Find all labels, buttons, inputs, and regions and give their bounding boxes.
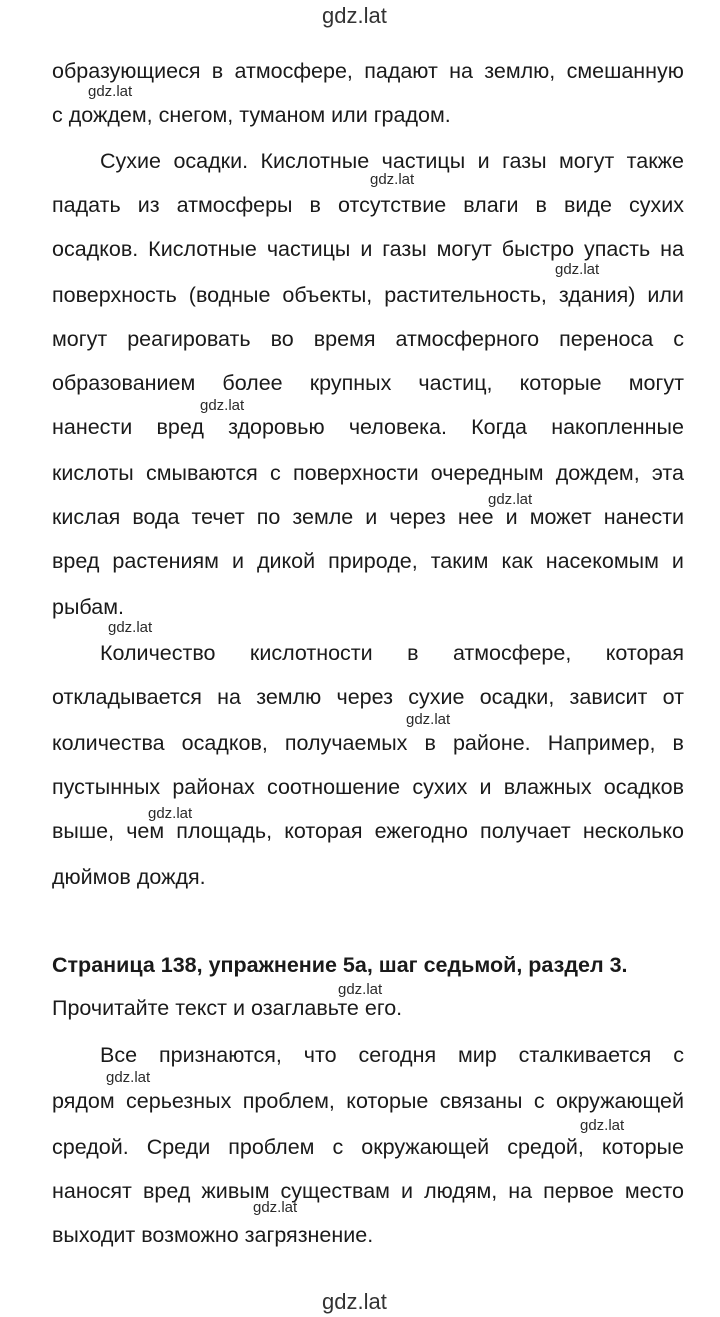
inline-watermark: gdz.lat [108,619,153,636]
inline-watermark: gdz.lat [106,1069,151,1086]
inline-watermark: gdz.lat [253,1199,298,1216]
text-line: кислая вода течет по земле и через нее и может нанести [52,505,684,529]
text-line: образованием более крупных частиц, которые могут [52,371,684,395]
text-line: выходит возможно загрязнение. [52,1223,374,1247]
inline-watermark: gdz.lat [88,83,133,100]
inline-watermark: gdz.lat [200,397,245,414]
inline-watermark: gdz.lat [555,261,600,278]
text-line: количества осадков, получаемых в районе. Например, в [52,731,684,755]
text-line: выше, чем площадь, которая ежегодно получает несколько [52,819,684,843]
footer-watermark: gdz.lat [322,1289,387,1314]
text-line: могут реагировать во время атмосферного переноса с [52,327,684,351]
text-line: средой. Среди проблем с окружающей средой, которые [52,1135,684,1159]
text-line: образующиеся в атмосфере, падают на землю, смешанную [52,59,684,83]
text-line: с дождем, снегом, туманом или градом. [52,103,451,127]
text-line: поверхность (водные объекты, растительность, здания) или [52,283,684,307]
text-line: Сухие осадки. Кислотные частицы и газы могут также [100,149,684,173]
exercise-heading: Страница 138, упражнение 5а, шаг седьмой, раздел 3. [52,953,628,977]
text-line: откладывается на землю через сухие осадки, зависит от [52,685,684,709]
inline-watermark: gdz.lat [580,1117,625,1134]
text-line: падать из атмосферы в отсутствие влаги в виде сухих [52,193,684,217]
text-line: нанести вред здоровью человека. Когда накопленные [52,415,684,439]
inline-watermark: gdz.lat [370,171,415,188]
inline-watermark: gdz.lat [406,711,451,728]
text-line: рядом серьезных проблем, которые связаны с окружающей [52,1089,684,1113]
text-line: Все признаются, что сегодня мир сталкивается с [100,1043,684,1067]
text-line: вред растениям и дикой природе, таким как насекомым и [52,549,684,573]
text-line: пустынных районах соотношение сухих и влажных осадков [52,775,684,799]
text-line: Количество кислотности в атмосфере, которая [100,641,684,665]
text-line: наносят вред живым существам и людям, на первое место [52,1179,684,1203]
inline-watermark: gdz.lat [338,981,383,998]
exercise-task: Прочитайте текст и озаглавьте его. [52,996,403,1020]
inline-watermark: gdz.lat [148,805,193,822]
text-line: рыбам. [52,595,124,619]
header-watermark: gdz.lat [322,3,387,28]
inline-watermark: gdz.lat [488,491,533,508]
text-line: кислоты смываются с поверхности очередным дождем, эта [52,461,684,485]
text-line: осадков. Кислотные частицы и газы могут быстро упасть на [52,237,684,261]
text-line: дюймов дождя. [52,865,206,889]
